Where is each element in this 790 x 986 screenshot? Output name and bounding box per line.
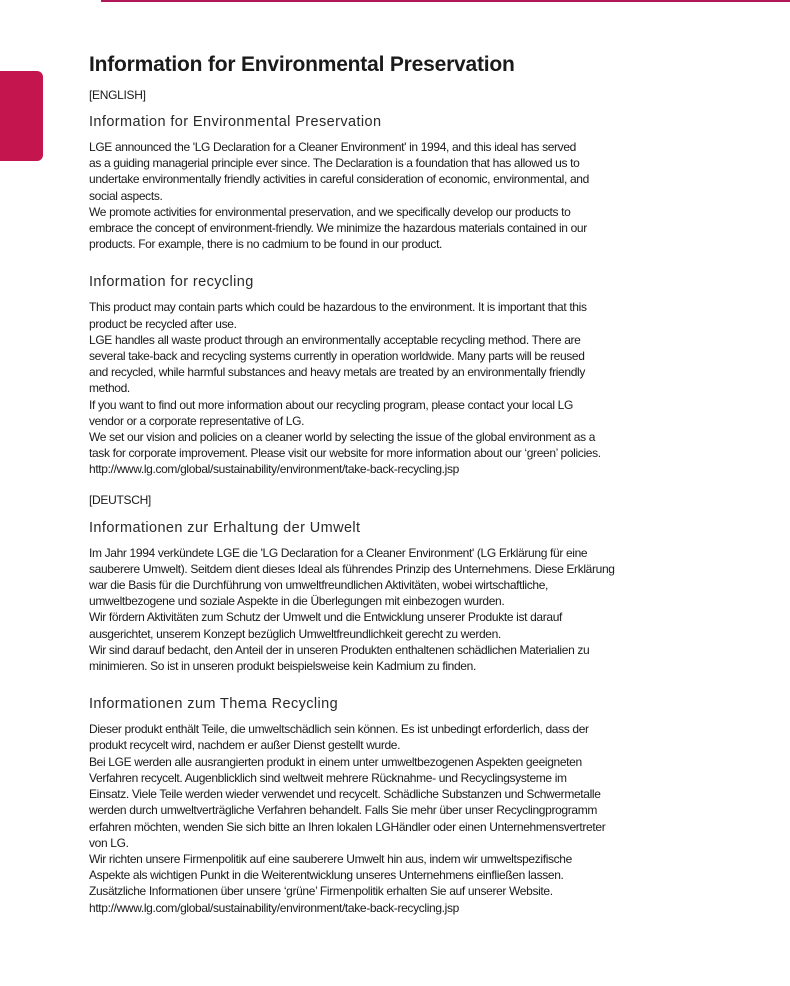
- page-title: Information for Environmental Preservation: [89, 53, 515, 76]
- paragraph-environmental-preservation: LGE announced the 'LG Declaration for a Cleaner Environment' in 1994, and this ideal has served as a guiding managerial principle ever since. The Declaration is a foundation that has allowed us to undertake environmentally friendly activities in careful consideration of economic, environmental, and social aspects. We promote activities for environmental preservation, and we specifically develop our products to embrace the concept of environment-friendly. We minimize the hazardous materials contained in our products. For example, there is no cadmium to be found in our product.: [89, 140, 589, 252]
- paragraph-thema-recycling: Dieser produkt enthält Teile, die umweltschädlich sein können. Es ist unbedingt erforderlich, dass der produkt recycelt wird, nachdem er außer Dienst gestellt wurde. Bei LGE werden alle ausrangierten produkt in einem unter umweltbezogenen Aspekten geeigneten Verfahren recycelt. Augenblicklich sind weltweit mehrere Rücknahme- und Recyclingsysteme im Einsatz. Viele Teile werden wieder verwendet und recycelt. Schädliche Substanzen und Schwermetalle werden durch umweltverträgliche Verfahren behandelt. Falls Sie mehr über unser Recyclingprogramm erfahren möchten, wenden Sie sich bitte an Ihren lokalen LGHändler oder einen Unternehmensvertreter von LG. Wir richten unsere Firmenpolitik auf eine sauberere Umwelt hin aus, indem wir umweltspezifische Aspekte als wichtigen Punkt in die Weiterentwicklung unseres Unternehmens einfließen lassen. Zusätzliche Informationen über unsere ‘grüne’ Firmenpolitik erhalten Sie auf unserer Website. http://www.lg.com/global/sustainability/environment/take-back-recycling.jsp: [89, 722, 606, 915]
- paragraph-erhaltung-der-umwelt: Im Jahr 1994 verkündete LGE die 'LG Declaration for a Cleaner Environment' (LG Erklärung für eine sauberere Umwelt). Seitdem dient dieses Ideal als führendes Prinzip des Unternehmens. Diese Erklärung war die Basis für die Durchführung von umweltfreundlichen Aktivitäten, wobei wirtschaftliche, umweltbezogene und soziale Aspekte in die Überlegungen mit einbezogen wurden. Wir fördern Aktivitäten zum Schutz der Umwelt und die Entwicklung unserer Produkte ist darauf ausgerichtet, unserem Konzept bezüglich Umweltfreundlichkeit gerecht zu werden. Wir sind darauf bedacht, den Anteil der in unseren Produkten enthaltenen schädlichen Materialien zu minimieren. So ist in unseren produkt beispielsweise kein Kadmium zu finden.: [89, 545, 615, 674]
- heading-recycling: Information for recycling: [89, 274, 254, 291]
- heading-environmental-preservation: Information for Environmental Preservation: [89, 114, 382, 130]
- language-label-english: [ENGLISH]: [89, 88, 146, 102]
- page-content: [89, 52, 689, 916]
- top-rule: [101, 0, 790, 2]
- side-tab-marker: [0, 71, 43, 161]
- paragraph-recycling: This product may contain parts which could be hazardous to the environment. It is important that this product be recycled after use. LGE handles all waste product through an environmentally acceptable recycling method. There are several take-back and recycling systems currently in operation worldwide. Many parts will be reused and recycled, while harmful substances and heavy metals are treated by an environmentally friendly method. If you want to find out more information about our recycling program, please contact your local LG vendor or a corporate representative of LG. We set our vision and policies on a cleaner world by selecting the issue of the global environment as a task for corporate improvement. Please visit our website for more information about our ‘green’ policies. http://www.lg.com/global/sustainability/environment/take-back-recycling.jsp: [89, 300, 601, 477]
- heading-thema-recycling: Informationen zum Thema Recycling: [89, 696, 339, 713]
- heading-erhaltung-der-umwelt: Informationen zur Erhaltung der Umwelt: [89, 519, 361, 536]
- language-label-deutsch: [DEUTSCH]: [89, 492, 151, 507]
